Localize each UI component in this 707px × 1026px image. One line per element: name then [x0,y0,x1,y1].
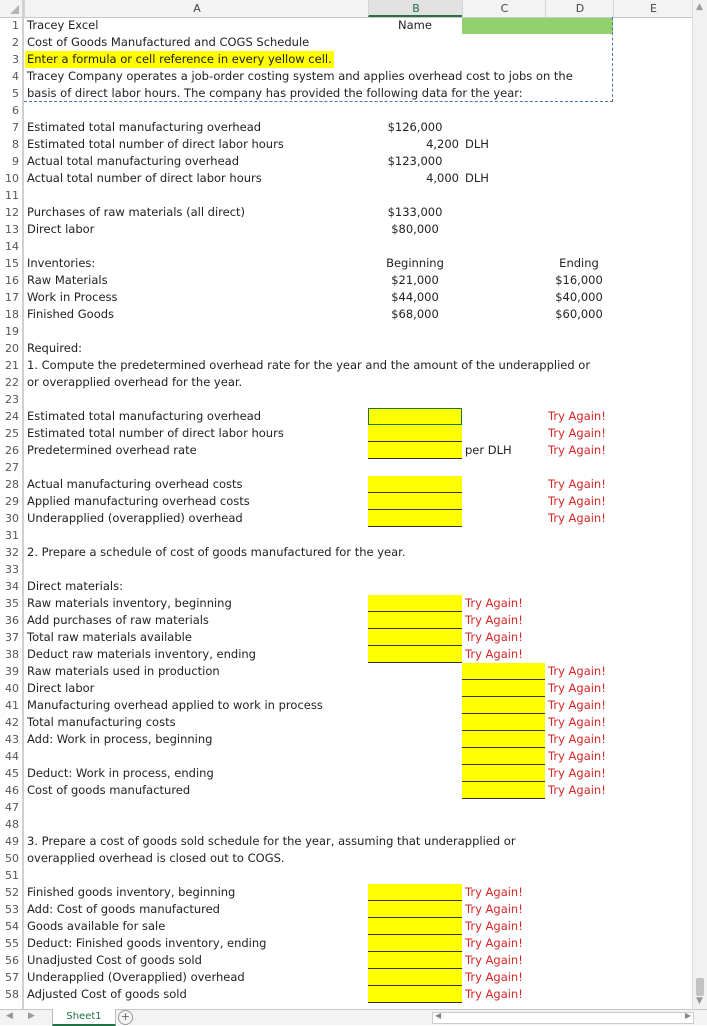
row-55 [0,935,692,952]
row-header[interactable]: 36 [5,614,19,627]
active-cell-selection[interactable] [368,408,462,425]
row-44 [0,748,692,765]
cell-a18[interactable]: Finished Goods [27,307,115,321]
cell-a41[interactable]: Manufacturing overhead applied to work in process [27,698,323,712]
row-50 [0,850,692,867]
cell-a53[interactable]: Add: Cost of goods manufactured [27,902,220,916]
yellow-input-cell[interactable] [368,986,462,1003]
row-46 [0,782,692,799]
sheet-tab-bar [0,1009,707,1025]
row-header[interactable]: 52 [5,886,19,899]
yellow-input-cell[interactable] [462,765,545,782]
row-18 [0,306,692,323]
row-header[interactable]: 25 [5,427,19,440]
row-16 [0,272,692,289]
cell-c26[interactable]: per DLH [465,443,512,457]
row-48 [0,816,692,833]
yellow-input-cell[interactable] [368,510,462,527]
row-21 [0,357,692,374]
cell-d24[interactable]: Try Again! [548,409,606,423]
row-39 [0,663,692,680]
cell-a21[interactable]: 1. Compute the predetermined overhead rate for the year and the amount of the underapplied or [27,358,591,372]
row-header[interactable]: 8 [12,138,19,151]
row-header[interactable]: 10 [5,172,19,185]
row-header[interactable]: 7 [12,121,19,134]
row-header[interactable]: 51 [5,869,19,882]
row-header[interactable]: 44 [5,750,19,763]
row-12 [0,204,692,221]
yellow-input-cell[interactable] [368,493,462,510]
row-header[interactable]: 42 [5,716,19,729]
row-29 [0,493,692,510]
row-header[interactable]: 15 [5,257,19,270]
yellow-input-cell[interactable] [368,629,462,646]
cell-a50[interactable]: overapplied overhead is closed out to COGS. [27,851,285,865]
cell-a17[interactable]: Work in Process [27,290,118,304]
row-4 [0,68,692,85]
row-header[interactable]: 27 [5,461,19,474]
row-23 [0,391,692,408]
cell-d41[interactable]: Try Again! [548,698,606,712]
cell-c53[interactable]: Try Again! [465,902,523,916]
cell-d45[interactable]: Try Again! [548,766,606,780]
yellow-input-cell[interactable] [462,663,545,680]
yellow-input-cell[interactable] [368,476,462,493]
row-header[interactable]: 33 [5,563,19,576]
row-15 [0,255,692,272]
scroll-up-icon[interactable]: ▲ [696,2,703,12]
row-30 [0,510,692,527]
cell-d42[interactable]: Try Again! [548,715,606,729]
row-header[interactable]: 43 [5,733,19,746]
row-45 [0,765,692,782]
row-3 [0,51,692,68]
row-54 [0,918,692,935]
cell-a15[interactable]: Inventories: [27,256,96,270]
cell-c38[interactable]: Try Again! [465,647,523,661]
row-header[interactable]: 56 [5,954,19,967]
row-57 [0,969,692,986]
cell-a39[interactable]: Raw materials used in production [27,664,220,678]
horizontal-scrollbar[interactable] [432,1012,694,1024]
row-32 [0,544,692,561]
column-header-a[interactable]: A [24,0,369,17]
cell-a36[interactable]: Add purchases of raw materials [27,613,209,627]
cell-a12[interactable]: Purchases of raw materials (all direct) [27,205,246,219]
row-header[interactable]: 6 [12,104,19,117]
cell-b18[interactable]: $68,000 [391,307,439,321]
cell-b12[interactable]: $133,000 [387,205,443,219]
cell-c54[interactable]: Try Again! [465,919,523,933]
row-2 [0,34,692,51]
cell-d39[interactable]: Try Again! [548,664,606,678]
row-header[interactable]: 11 [5,189,19,202]
cell-c57[interactable]: Try Again! [465,970,523,984]
row-header[interactable]: 4 [12,70,19,83]
row-58 [0,986,692,1003]
yellow-input-cell[interactable] [368,901,462,918]
column-header-b[interactable]: B [368,0,463,17]
cell-c55[interactable]: Try Again! [465,936,523,950]
row-header[interactable]: 22 [5,376,19,389]
row-52 [0,884,692,901]
cell-a37[interactable]: Total raw materials available [27,630,192,644]
row-20 [0,340,692,357]
row-5 [0,85,692,102]
row-26 [0,442,692,459]
row-33 [0,561,692,578]
yellow-input-cell[interactable] [462,731,545,748]
cell-c58[interactable]: Try Again! [465,987,523,1001]
yellow-input-cell[interactable] [368,918,462,935]
tab-scroll-right-icon[interactable]: ▶ [28,1011,35,1021]
row-35 [0,595,692,612]
yellow-input-cell[interactable] [368,612,462,629]
cell-d16[interactable]: $16,000 [555,273,603,287]
row-47 [0,799,692,816]
row-header[interactable]: 17 [5,291,19,304]
scroll-down-icon[interactable]: ▼ [696,996,703,1006]
cell-b10[interactable]: 4,000 [426,171,459,185]
cell-a52[interactable]: Finished goods inventory, beginning [27,885,236,899]
row-header[interactable]: 57 [5,971,19,984]
row-34 [0,578,692,595]
row-header[interactable]: 31 [5,529,19,542]
row-27 [0,459,692,476]
row-43 [0,731,692,748]
row-header[interactable]: 23 [5,393,19,406]
cell-a16[interactable]: Raw Materials [27,273,108,287]
yellow-input-cell[interactable] [368,952,462,969]
vertical-scrollbar[interactable] [692,0,707,1010]
cell-a45[interactable]: Deduct: Work in process, ending [27,766,214,780]
row-header[interactable]: 14 [5,240,19,253]
cell-a55[interactable]: Deduct: Finished goods inventory, ending [27,936,267,950]
yellow-input-cell[interactable] [462,714,545,731]
row-19 [0,323,692,340]
yellow-input-cell[interactable] [462,697,545,714]
cell-a2[interactable]: Cost of Goods Manufactured and COGS Schedule [27,35,310,49]
cell-a4[interactable]: Tracey Company operates a job-order costing system and applies overhead cost to jobs on the [27,69,573,83]
row-header[interactable]: 45 [5,767,19,780]
row-header[interactable]: 38 [5,648,19,661]
tab-scroll-left-icon[interactable]: ◀ [6,1011,13,1021]
cell-a7[interactable]: Estimated total manufacturing overhead [27,120,262,134]
row-28 [0,476,692,493]
row-header[interactable]: 37 [5,631,19,644]
row-header[interactable]: 1 [12,19,19,32]
cell-a38[interactable]: Deduct raw materials inventory, ending [27,647,256,661]
cell-d25[interactable]: Try Again! [548,426,606,440]
cell-a42[interactable]: Total manufacturing costs [27,715,176,729]
row-13 [0,221,692,238]
cell-a29[interactable]: Applied manufacturing overhead costs [27,494,250,508]
cell-c37[interactable]: Try Again! [465,630,523,644]
row-header[interactable]: 24 [5,410,19,423]
yellow-input-cell[interactable] [462,782,545,799]
row-10 [0,170,692,187]
cell-a28[interactable]: Actual manufacturing overhead costs [27,477,243,491]
cell-a43[interactable]: Add: Work in process, beginning [27,732,213,746]
row-header[interactable]: 50 [5,852,19,865]
row-38 [0,646,692,663]
yellow-input-cell[interactable] [368,595,462,612]
vertical-scroll-thumb[interactable] [696,978,704,996]
row-header[interactable]: 19 [5,325,19,338]
row-header[interactable]: 13 [5,223,19,236]
cell-a56[interactable]: Unadjusted Cost of goods sold [27,953,202,967]
row-header[interactable]: 34 [5,580,19,593]
yellow-input-cell[interactable] [368,935,462,952]
column-header-d[interactable]: D [545,0,614,17]
cell-a1[interactable]: Tracey Excel [27,18,99,32]
row-42 [0,714,692,731]
scroll-left-icon[interactable]: ◀ [435,1011,442,1020]
row-56 [0,952,692,969]
yellow-input-cell[interactable] [368,442,462,459]
cell-b9[interactable]: $123,000 [387,154,443,168]
cell-a40[interactable]: Direct labor [27,681,95,695]
cell-a49[interactable]: 3. Prepare a cost of goods sold schedule for the year, assuming that underapplied or [27,834,516,848]
row-17 [0,289,692,306]
cell-d15[interactable]: Ending [559,256,599,270]
cell-b1[interactable]: Name [398,18,432,32]
row-header[interactable]: 5 [12,87,19,100]
page-break-line [612,17,613,102]
row-8 [0,136,692,153]
row-header[interactable]: 48 [5,818,19,831]
row-9 [0,153,692,170]
row-11 [0,187,692,204]
row-14 [0,238,692,255]
row-header[interactable]: 9 [12,155,19,168]
yellow-input-cell[interactable] [368,425,462,442]
row-header[interactable]: 28 [5,478,19,491]
cell-a10[interactable]: Actual total number of direct labor hours [27,171,262,185]
row-header[interactable]: 58 [5,988,19,1001]
cell-a26[interactable]: Predetermined overhead rate [27,443,197,457]
scroll-right-icon[interactable]: ▶ [684,1011,691,1020]
yellow-input-cell[interactable] [462,748,545,765]
row-7 [0,119,692,136]
row-header[interactable]: 47 [5,801,19,814]
row-header[interactable]: 55 [5,937,19,950]
row-header[interactable]: 20 [5,342,19,355]
row-37 [0,629,692,646]
cell-b8[interactable]: 4,200 [426,137,459,151]
cell-a24[interactable]: Estimated total manufacturing overhead [27,409,262,423]
cell-c56[interactable]: Try Again! [465,953,523,967]
row-25 [0,425,692,442]
row-header[interactable]: 53 [5,903,19,916]
cell-a30[interactable]: Underapplied (overapplied) overhead [27,511,243,525]
row-header[interactable]: 2 [12,36,19,49]
row-header[interactable]: 30 [5,512,19,525]
row-header[interactable]: 29 [5,495,19,508]
page-break-line [24,101,613,102]
column-header-e[interactable]: E [613,0,693,17]
cell-a46[interactable]: Cost of goods manufactured [27,783,191,797]
cell-b13[interactable]: $80,000 [391,222,439,236]
row-51 [0,867,692,884]
cell-a20[interactable]: Required: [27,341,83,355]
cell-a32[interactable]: 2. Prepare a schedule of cost of goods manufactured for the year. [27,545,406,559]
row-24 [0,408,692,425]
row-header[interactable]: 54 [5,920,19,933]
row-header[interactable]: 21 [5,359,19,372]
row-header[interactable]: 46 [5,784,19,797]
row-header[interactable]: 39 [5,665,19,678]
row-6 [0,102,692,119]
row-header[interactable]: 18 [5,308,19,321]
cell-c36[interactable]: Try Again! [465,613,523,627]
select-all-button[interactable] [0,0,22,17]
cell-a9[interactable]: Actual total manufacturing overhead [27,154,239,168]
cell-a13[interactable]: Direct labor [27,222,95,236]
cell-c35[interactable]: Try Again! [465,596,523,610]
column-header-bar [0,0,707,18]
cell-d43[interactable]: Try Again! [548,732,606,746]
row-header[interactable]: 16 [5,274,19,287]
cell-c8[interactable]: DLH [465,137,489,151]
yellow-input-cell[interactable] [368,969,462,986]
row-49 [0,833,692,850]
sheet-tab-sheet1[interactable]: Sheet1 [52,1009,116,1026]
row-header[interactable]: 40 [5,682,19,695]
row-41 [0,697,692,714]
cell-b17[interactable]: $44,000 [391,290,439,304]
row-header[interactable]: 49 [5,835,19,848]
row-header[interactable]: 35 [5,597,19,610]
cell-d28[interactable]: Try Again! [548,477,606,491]
cell-c52[interactable]: Try Again! [465,885,523,899]
cell-b16[interactable]: $21,000 [391,273,439,287]
cell-d30[interactable]: Try Again! [548,511,606,525]
cell-d26[interactable]: Try Again! [548,443,606,457]
cell-a22[interactable]: or overapplied overhead for the year. [27,375,243,389]
yellow-input-cell[interactable] [368,884,462,901]
row-header[interactable]: 3 [12,53,19,66]
cell-b7[interactable]: $126,000 [387,120,443,134]
row-header[interactable]: 32 [5,546,19,559]
cell-a25[interactable]: Estimated total number of direct labor hours [27,426,284,440]
cell-c10[interactable]: DLH [465,171,489,185]
cell-d29[interactable]: Try Again! [548,494,606,508]
row-header[interactable]: 41 [5,699,19,712]
row-22 [0,374,692,391]
cell-d18[interactable]: $60,000 [555,307,603,321]
yellow-input-cell[interactable] [368,646,462,663]
row-53 [0,901,692,918]
cell-a35[interactable]: Raw materials inventory, beginning [27,596,232,610]
cell-d40[interactable]: Try Again! [548,681,606,695]
row-1 [0,17,692,34]
cell-b15[interactable]: Beginning [386,256,444,270]
cell-d17[interactable]: $40,000 [555,290,603,304]
cell-a34[interactable]: Direct materials: [27,579,123,593]
plus-icon[interactable]: + [118,1010,133,1025]
row-31 [0,527,692,544]
cell-a58[interactable]: Adjusted Cost of goods sold [27,987,187,1001]
yellow-input-cell[interactable] [462,680,545,697]
row-40 [0,680,692,697]
cell-a54[interactable]: Goods available for sale [27,919,166,933]
row-header[interactable]: 26 [5,444,19,457]
cell-a3[interactable]: Enter a formula or cell reference in every yellow cell. [27,52,332,66]
cell-a8[interactable]: Estimated total number of direct labor hours [27,137,284,151]
cell-d46[interactable]: Try Again! [548,783,606,797]
cell-a5[interactable]: basis of direct labor hours. The company has provided the following data for the year: [27,86,523,100]
column-header-c[interactable]: C [462,0,546,17]
row-header[interactable]: 12 [5,206,19,219]
row-36 [0,612,692,629]
cell-d44[interactable]: Try Again! [548,749,606,763]
cell-a57[interactable]: Underapplied (Overapplied) overhead [27,970,245,984]
